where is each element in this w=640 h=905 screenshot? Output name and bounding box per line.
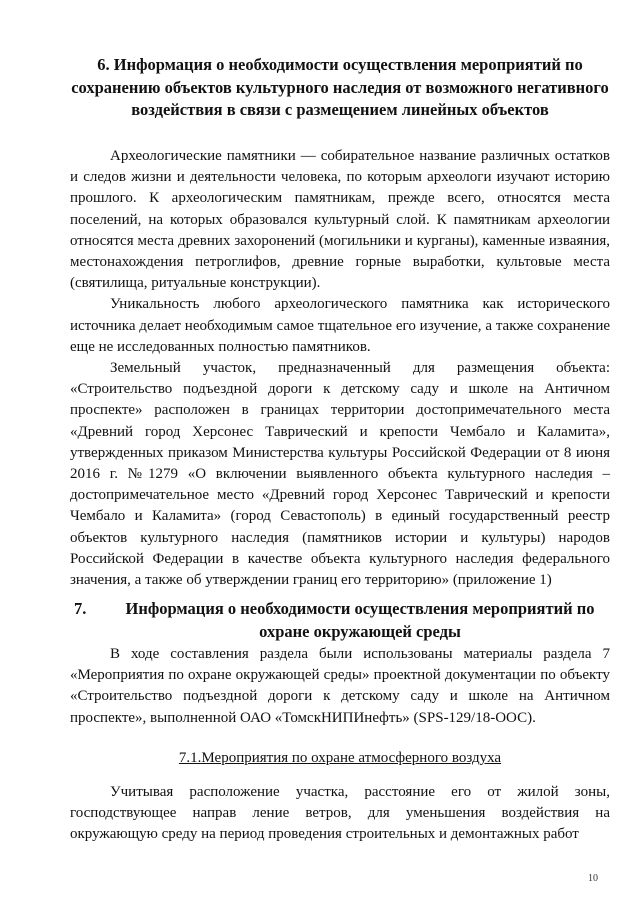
section-7-body — [70, 644, 610, 729]
section-7-title: Информация о необходимости осуществления мероприятий по охране окружающей среды — [125, 599, 595, 641]
subsection-7-1-title: 7.1.Мероприятия по охране атмосферного воздуха — [178, 750, 502, 766]
paragraph-archaeological-monuments: Археологические памятники — собирательное название различных остатков и следов жизни и деятельности человека, по которым археологи изучают историю прошлого. К археологическим памятникам, прежде всего, относятся места поселений, на которых образовался культурный слой. К памятникам археологии относятся места древних захоронений (могильники и курганы), каменные изваяния, местонахождения петроглифов, древние горные выработки, культовые места (святилища, ритуальные конструкции). — [70, 148, 610, 292]
page-number: 10 — [588, 873, 598, 884]
section-6-heading: 6. Информация о необходимости осуществления мероприятий по сохранению объектов культурного наследия от возможного негативного воздействия в связи с размещением линейных объектов — [71, 55, 609, 119]
paragraph-land-plot: Земельный участок, предназначенный для размещения объекта: «Строительство подъездной дороги к детскому саду и школе на Античном проспекте» расположен в границах территории достопримечательного места «Древний город Херсонес Таврический и крепости Чембало и Каламита», утвержденных приказом Министерства культуры Российской Федерации от 8 июня 2016 г. №1279 «О включении выявленного объекта культурного наследия – достопримечательное место «Древний город Херсонес Таврический и крепости Чембало и Каламита» (город Севастополь) в единый государственный реестр объектов культурного наследия (памятников истории и культуры) народов Российской Федерации в качестве объекта культурного наследия федерального значения, а также об утверждении границ его территорию» (приложение 1) — [70, 360, 610, 589]
subsection-7-1-heading — [70, 748, 610, 769]
paragraph-site-location: Учитывая расположение участка, расстояние его от жилой зоны, господствующее направ ление ветров, для уменьшения воздействия на окружающую среду на период проведения строительных и демонтажных работ — [70, 784, 610, 843]
paragraph-uniqueness: Уникальность любого археологического памятника как исторического источника делает необходимым самое тщательное его изучение, а также сохранение еще не исследованных полностью памятников. — [70, 296, 610, 355]
section-7-heading — [70, 597, 610, 643]
section-7-number: 7. — [74, 599, 87, 618]
section-6-body — [70, 146, 610, 591]
subsection-7-1-body — [70, 782, 610, 846]
paragraph-materials-used: В ходе составления раздела были использованы материалы раздела 7 «Мероприятия по охране окружающей среды» проектной документации по объекту «Строительство подъездной дороги к детскому саду и школе на Античном проспекте», выполненной ОАО «ТомскНИПИнефть» (SPS-129/18-ООС). — [70, 646, 610, 726]
